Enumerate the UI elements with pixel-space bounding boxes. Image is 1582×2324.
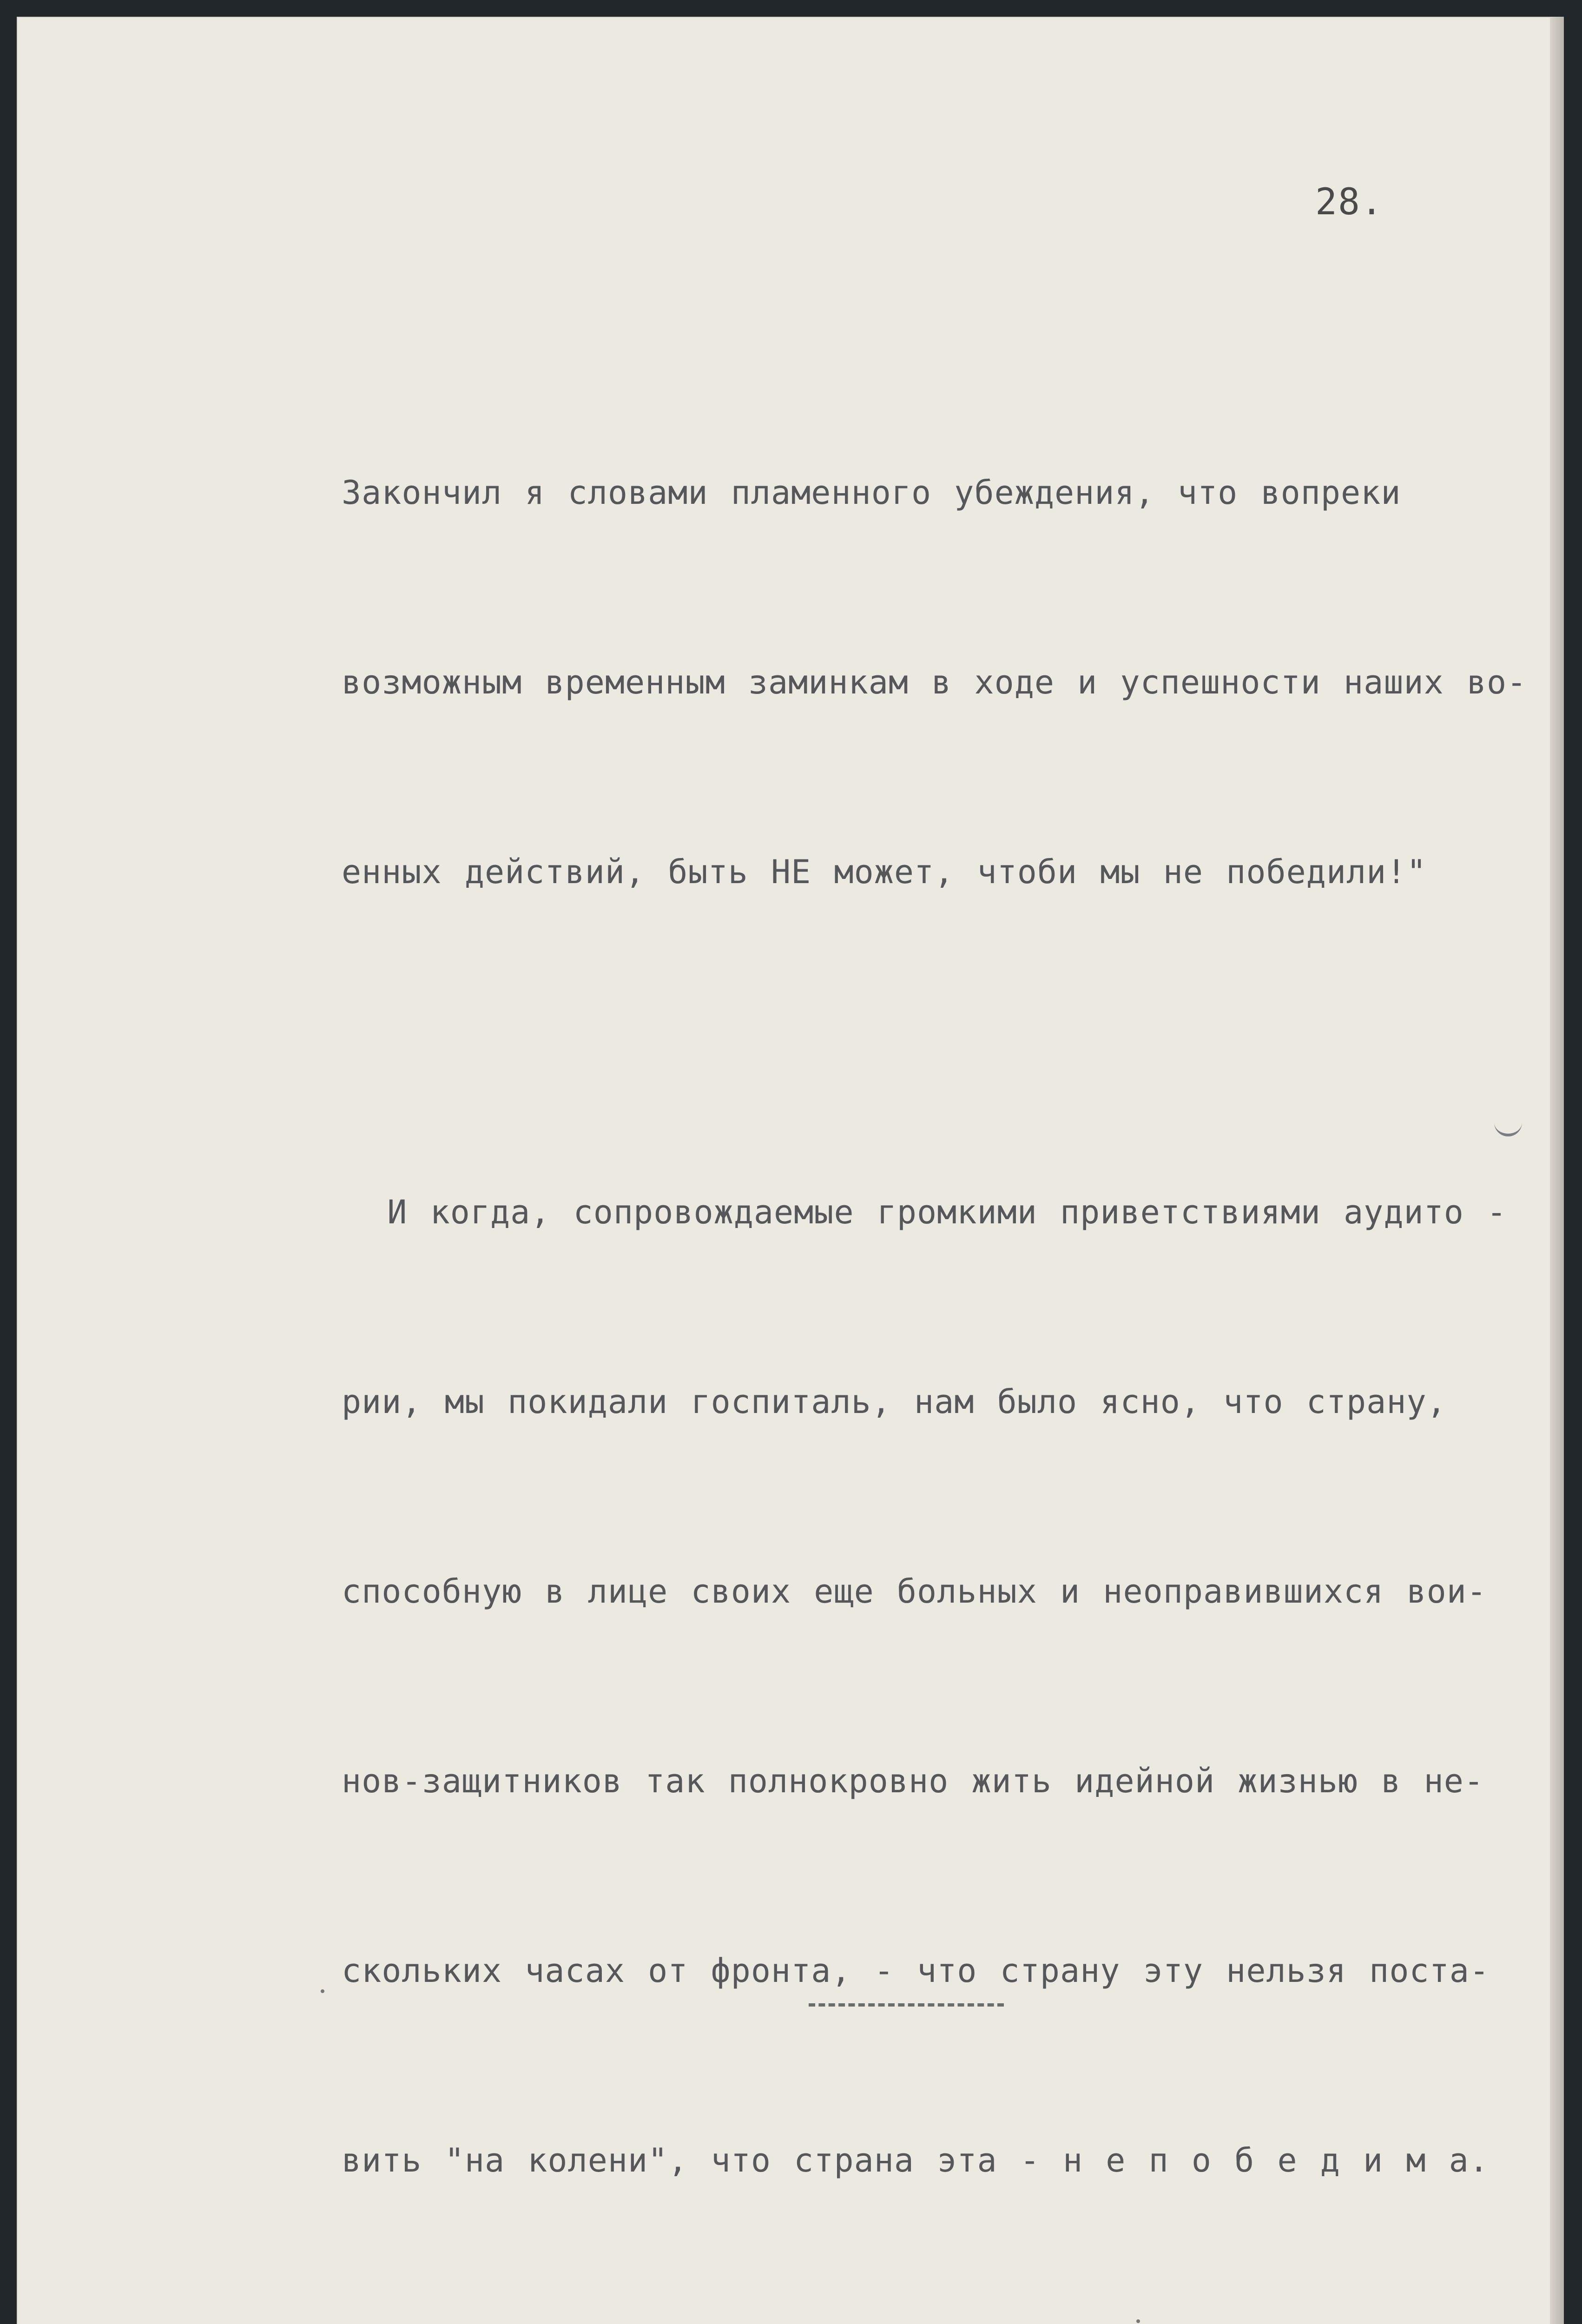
text-line: нов-защитников так полнокровно жить идейной жизнью в не- [342, 1762, 1484, 1800]
text-line: способную в лице своих еще больных и неоправившихся вои- [342, 1572, 1487, 1611]
ink-speck [321, 1989, 324, 1993]
text-line: енных действий, быть НЕ может, чтоби мы не победили!" [342, 853, 1427, 891]
section-divider [809, 2003, 1004, 2007]
typed-text-body [342, 335, 1536, 2324]
paragraph [342, 2318, 1536, 2324]
text-line: рии, мы покидали госпиталь, нам было ясно, что страну, [342, 1383, 1447, 1421]
page-number: 28. [1315, 181, 1384, 223]
text-line: возможным временным заминкам в ходе и успешности наших во- [342, 663, 1527, 701]
paragraph [342, 335, 1536, 1030]
ink-speck [1136, 2319, 1140, 2323]
text-line: скольких часах от фронта, - что страну эту нельзя поста- [342, 1952, 1490, 1990]
paragraph [342, 1054, 1536, 2318]
page-edge [1550, 17, 1564, 2324]
text-line: И когда, сопровождаемые громкими приветствиями аудито - [342, 1193, 1507, 1231]
text-line: Закончил я словами пламенного убеждения, что вопреки [342, 474, 1401, 512]
text-line: вить "на колени", что страна эта - н е п о б е д и м а. [342, 2141, 1489, 2179]
